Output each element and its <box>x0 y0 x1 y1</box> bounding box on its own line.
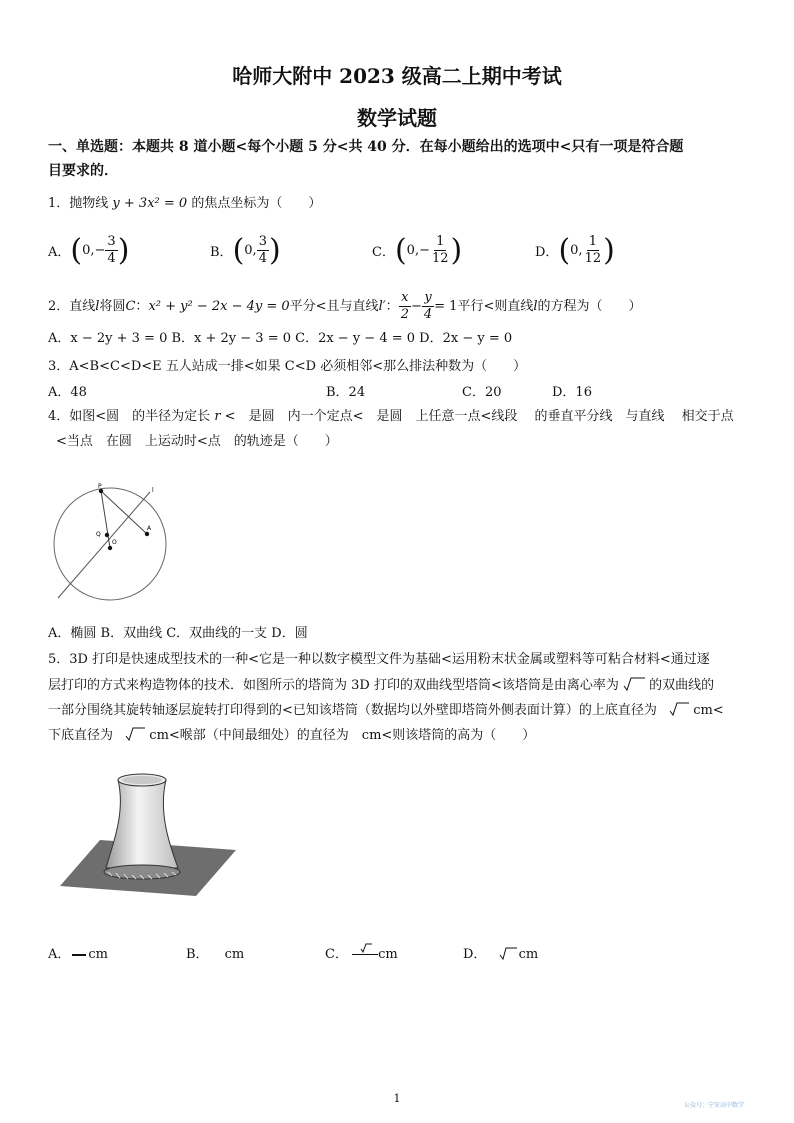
q5-option-a[interactable]: A． cm <box>48 947 108 962</box>
question-5-line1: 5．3D 打印是快速成型技术的一种<它是一种以数字模型文件为基础<运用粉末状金属或塑料等可粘合材料<通过逐 <box>48 652 710 667</box>
segment-pa <box>101 491 147 534</box>
label-l: l <box>152 487 154 494</box>
question-1: 1．抛物线 y + 3x² = 0 的焦点坐标为（ ） <box>48 196 322 211</box>
label-q: Q <box>96 531 101 538</box>
q1-option-a[interactable]: A． ( 0,− $\frac{3}{4}$ ) <box>48 232 130 268</box>
label-o: O <box>112 539 117 546</box>
question-3: 3．A<B<C<D<E 五人站成一排<如果 C<D 必须相邻<那么排法种数为（ ） <box>48 359 527 374</box>
question-5-line4: 下底直径为 cm<喉部（中间最细处）的直径为 cm<则该塔筒的高为（ ） <box>48 728 536 743</box>
question-5-line3: 一部分围绕其旋转轴逐层旋转打印得到的<已知该塔筒（数据均以外壁即塔筒外侧表面计算）的上底直径为 cm< <box>48 703 724 718</box>
q1-equation: y + 3x² = 0 <box>112 196 188 211</box>
section-heading-line2: 目要求的． <box>48 163 118 179</box>
q3-option-c[interactable]: C．20 <box>462 385 502 400</box>
q5-option-d[interactable]: D． cm <box>463 947 539 962</box>
tower-figure <box>60 768 240 898</box>
label-p: P <box>98 483 102 490</box>
exam-title: 哈师大附中 2023 级高二上期中考试 <box>232 64 562 88</box>
q1-option-c[interactable]: C． ( 0,− $\frac{1}{12}$ ) <box>372 232 463 268</box>
q3-option-d[interactable]: D．16 <box>552 385 592 400</box>
q1-option-d[interactable]: D． ( 0, $\frac{1}{12}$ ) <box>535 232 615 268</box>
q3-option-b[interactable]: B．24 <box>326 385 366 400</box>
q2-fraction-y: $\frac{y}{4}$ <box>423 290 433 322</box>
question-5-line2: 层打印的方式来构造物体的技术．如图所示的塔筒为 3D 打印的双曲线型塔筒<该塔筒是由离心率为 的双曲线的 <box>48 678 715 693</box>
sqrt-icon <box>360 943 372 953</box>
sqrt-icon <box>499 946 519 960</box>
watermark: 公众号：宁安高中数学 <box>684 1102 745 1109</box>
q2-fraction-x: $\frac{x}{2}$ <box>400 290 409 322</box>
sqrt-icon <box>623 676 645 692</box>
tower-top-opening <box>122 776 162 784</box>
question-2: 2．直线 l 将圆 C ： x² + y² − 2x − 4y = 0 平分<且与直线 l′ ： $\frac{x}{2}$ − $\frac{y}{4}$ = 1 平行<则直线 l 的方程为（ ） <box>48 290 642 322</box>
question-4-line1: 4．如图<圆 的半径为定长 r < 是圆 内一个定点< 是圆 上任意一点<线段 的垂直平分线 与直线 相交于点 <box>48 409 734 424</box>
tower-body <box>106 780 178 868</box>
sqrt-icon <box>669 701 689 717</box>
exam-subtitle: 数学试题 <box>357 106 437 130</box>
page-number: 1 <box>393 1092 401 1105</box>
point-o <box>108 546 112 550</box>
segment-po <box>101 491 110 548</box>
q4-circle-figure <box>48 478 178 608</box>
q5-option-c[interactable]: C． cm <box>325 946 398 964</box>
q2-options[interactable]: A．x − 2y + 3 = 0 B．x + 2y − 3 = 0 C．2x − y − 4 = 0 D．2x − y = 0 <box>48 331 513 346</box>
q4-options[interactable]: A．椭圆 B．双曲线 C．双曲线的一支 D．圆 <box>48 626 308 641</box>
point-q <box>105 533 109 537</box>
q5-option-b[interactable]: B． cm <box>186 947 245 962</box>
q2-circle-equation: x² + y² − 2x − 4y = 0 <box>148 298 290 314</box>
q1-option-b[interactable]: B． ( 0, $\frac{3}{4}$ ) <box>210 232 281 268</box>
question-4-line2: <当点 在圆 上运动时<点 的轨迹是（ ） <box>56 434 338 449</box>
section-heading-line1: 一、单选题：本题共 8 道小题<每个小题 5 分<共 40 分．在每小题给出的选项中<只有一项是符合题 <box>48 139 684 155</box>
q3-option-a[interactable]: A．48 <box>48 385 87 400</box>
sqrt-icon <box>125 726 145 742</box>
point-a <box>145 532 149 536</box>
label-a: A <box>147 525 152 532</box>
